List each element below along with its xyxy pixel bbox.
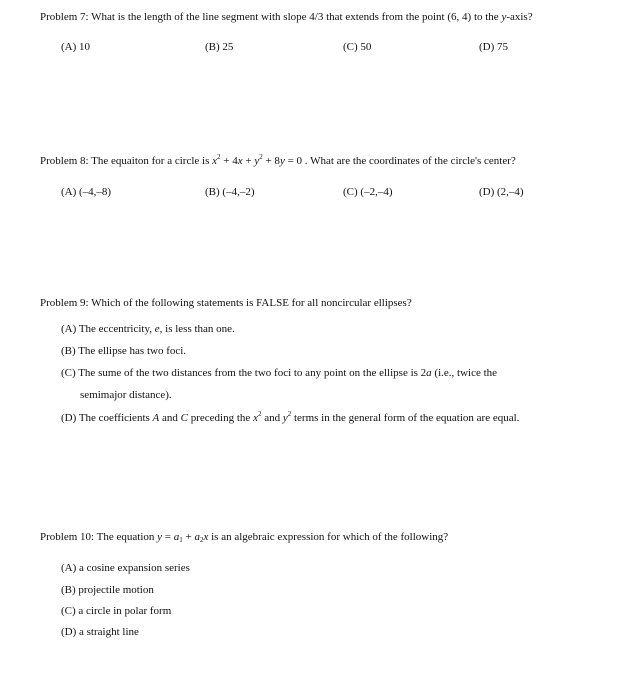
circle-equation: $x^2 + 4x + y^2 + 8y = 0$ xyxy=(212,153,303,167)
problem-7-label: Problem 7: xyxy=(40,11,89,23)
problem-10-label: Problem 10: xyxy=(40,531,95,543)
problem-7-choice-c: (C) 50 xyxy=(343,41,372,53)
problem-7-choice-d: (D) 75 xyxy=(479,41,509,53)
problem-7-choice-a: (A) 10 xyxy=(61,41,91,53)
problem-9-option-a: (A) The eccentricity, e, is less than one. xyxy=(61,323,235,335)
problem-10-option-b: (B) projectile motion xyxy=(61,584,154,596)
problem-9-option-d: (D) The coefficients A and C preceding the $x^2$ and $y^2$ terms in the general form of the equation are equal. xyxy=(61,410,520,424)
problem-9-question: Problem 9: Which of the following statements is FALSE for all noncircular ellipses? xyxy=(40,297,412,309)
problem-9-label: Problem 9: xyxy=(40,297,89,309)
problem-10-option-d: (D) a straight line xyxy=(61,626,139,638)
problem-8-choice-c: (C) (–2,–4) xyxy=(343,186,393,198)
problem-7-question: Problem 7: What is the length of the line segment with slope 4/3 that extends from the point (6, 4) to the y-axis? xyxy=(40,11,533,23)
problem-10-question: Problem 10: The equation $y = a_1 + a_2x$ is an algebraic expression for which of the following? xyxy=(40,531,449,544)
problem-8-question: Problem 8: The equaiton for a circle is $x^2 + 4x + y^2 + 8y = 0$ . What are the coordinates of the circle's center? xyxy=(40,153,516,167)
problem-10-option-c: (C) a circle in polar form xyxy=(61,605,172,617)
problem-7-choice-b: (B) 25 xyxy=(205,41,234,53)
problem-8-choice-d: (D) (2,–4) xyxy=(479,186,524,198)
problem-9-option-c: (C) The sume of the two distances from the two foci to any point on the ellipse is 2a (i.e., twice the xyxy=(61,367,498,379)
problem-8-choice-a: (A) (–4,–8) xyxy=(61,186,112,198)
problem-9-option-c-continued: semimajor distance). xyxy=(80,389,172,401)
line-equation: $y = a_1 + a_2x$ xyxy=(157,531,209,544)
problem-8-label: Problem 8: xyxy=(40,155,89,167)
problem-10-option-a: (A) a cosine expansion series xyxy=(61,562,190,574)
problem-8-choice-b: (B) (–4,–2) xyxy=(205,186,255,198)
problem-9-option-b: (B) The ellipse has two foci. xyxy=(61,345,187,357)
